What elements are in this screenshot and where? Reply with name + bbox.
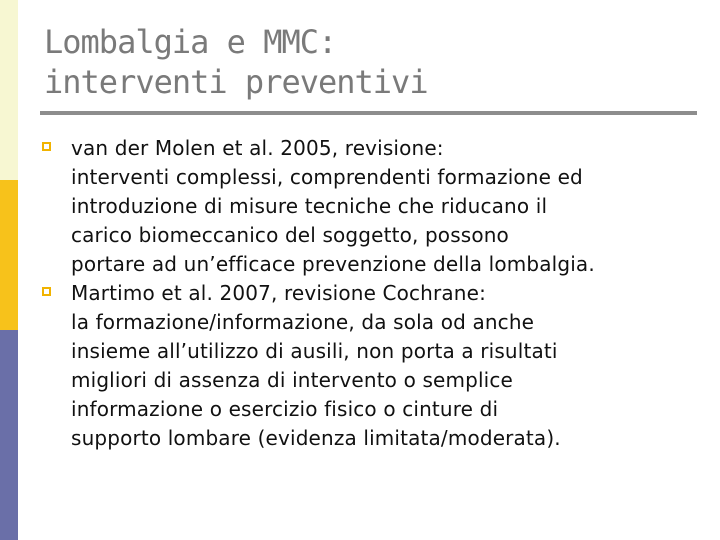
bullet-line: Martimo et al. 2007, revisione Cochrane:	[71, 281, 486, 305]
bullet-item	[40, 134, 700, 279]
side-bar-middle-segment	[0, 180, 18, 330]
bullet-line: supporto lombare (evidenza limitata/moderata).	[71, 426, 561, 450]
bullet-line: interventi complessi, comprendenti formazione ed	[71, 165, 583, 189]
slide-title-line: Lombalgia e MMC:	[44, 23, 337, 61]
square-bullet-icon	[42, 142, 51, 151]
bullet-text	[71, 279, 700, 453]
bullet-line: insieme all’utilizzo di ausili, non porta a risultati	[71, 339, 558, 363]
square-bullet-icon	[42, 287, 51, 296]
bullet-line: informazione o esercizio fisico o cinture di	[71, 397, 499, 421]
bullet-line: portare ad un’efficace prevenzione della lombalgia.	[71, 252, 595, 276]
bullet-item	[40, 279, 700, 453]
slide-title-line: interventi preventivi	[44, 63, 428, 101]
side-bar-top-segment	[0, 0, 18, 180]
bullet-line: introduzione di misure tecniche che riducano il	[71, 194, 548, 218]
bullet-line: la formazione/informazione, da sola od anche	[71, 310, 535, 334]
slide-title	[44, 22, 684, 102]
bullet-list	[40, 134, 700, 453]
side-color-bar	[0, 0, 18, 540]
side-bar-bottom-segment	[0, 330, 18, 540]
bullet-line: van der Molen et al. 2005, revisione:	[71, 136, 444, 160]
bullet-line: migliori di assenza di intervento o semplice	[71, 368, 513, 392]
title-divider	[40, 111, 697, 115]
bullet-text	[71, 134, 700, 279]
bullet-line: carico biomeccanico del soggetto, possono	[71, 223, 509, 247]
